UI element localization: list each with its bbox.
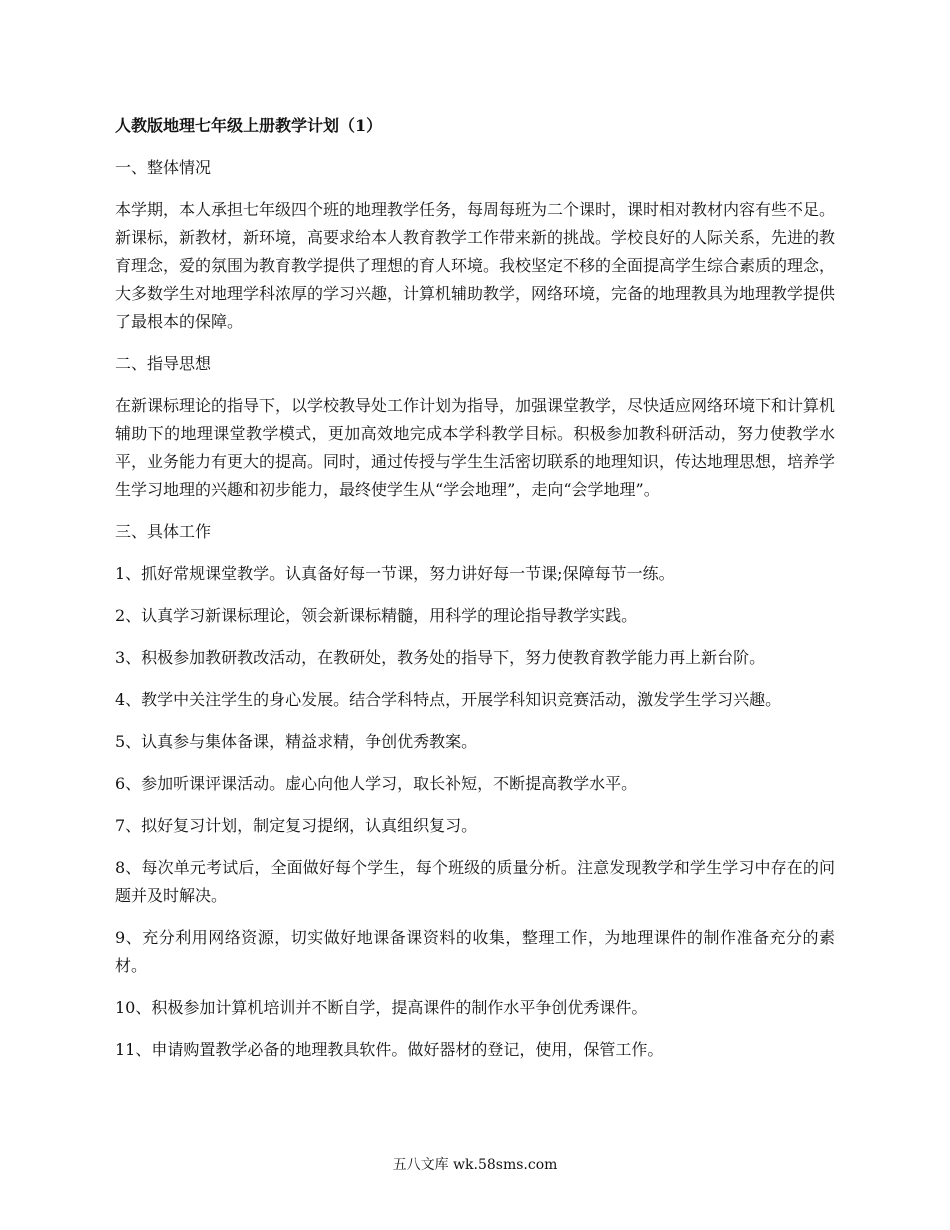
paragraph-overview: 本学期，本人承担七年级四个班的地理教学任务，每周每班为二个课时，课时相对教材内容有些不足。新课标，新教材，新环境，高要求给本人教育教学工作带来新的挑战。学校良好的人际关系，先进的教育理念，爱的氛围为教育教学提供了理想的育人环境。我校坚定不移的全面提高学生综合素质的理念，大多数学生对地理学科浓厚的学习兴趣，计算机辅助教学，网络环境，完备的地理教具为地理教学提供了最根本的保障。 xyxy=(115,200,836,331)
work-item-5: 5、认真参与集体备课，精益求精，争创优秀教案。 xyxy=(115,732,478,751)
work-item-1: 1、抓好常规课堂教学。认真备好每一节课，努力讲好每一节课;保障每节一练。 xyxy=(115,564,675,583)
paragraph-guiding-thought: 在新课标理论的指导下，以学校教导处工作计划为指导，加强课堂教学，尽快适应网络环境下和计算机辅助下的地理课堂教学模式，更加高效地完成本学科教学目标。积极参加教科研活动，努力使教学水平，业务能力有更大的提高。同时，通过传授与学生生活密切联系的地理知识，传达地理思想，培养学生学习地理的兴趣和初步能力，最终使学生从“学会地理”，走向“会学地理”。 xyxy=(115,396,836,499)
footer-watermark: 五八文库 wk.58sms.com xyxy=(392,1157,558,1173)
document-page xyxy=(115,112,835,1078)
work-item-2: 2、认真学习新课标理论，领会新课标精髓，用科学的理论指导教学实践。 xyxy=(115,606,638,625)
work-item-3: 3、积极参加教研教改活动，在教研处，教务处的指导下，努力使教育教学能力再上新台阶。 xyxy=(115,648,766,667)
section-heading-specific-work: 三、具体工作 xyxy=(115,522,212,541)
section-heading-guiding-thought: 二、指导思想 xyxy=(115,354,212,373)
work-item-7: 7、拟好复习计划，制定复习提纲，认真组织复习。 xyxy=(115,816,478,835)
document-title: 人教版地理七年级上册教学计划（1） xyxy=(115,116,383,135)
work-item-8: 8、每次单元考试后，全面做好每个学生，每个班级的质量分析。注意发现教学和学生学习中存在的问题并及时解决。 xyxy=(115,858,835,905)
work-item-9: 9、充分利用网络资源，切实做好地课备课资料的收集，整理工作，为地理课件的制作准备充分的素材。 xyxy=(115,928,835,975)
work-item-10: 10、积极参加计算机培训并不断自学，提高课件的制作水平争创优秀课件。 xyxy=(115,998,648,1017)
work-item-6: 6、参加听课评课活动。虚心向他人学习，取长补短，不断提高教学水平。 xyxy=(115,774,638,793)
work-item-4: 4、教学中关注学生的身心发展。结合学科特点，开展学科知识竞赛活动，激发学生学习兴趣。 xyxy=(115,690,782,709)
work-item-11: 11、申请购置教学必备的地理教具软件。做好器材的登记，使用，保管工作。 xyxy=(115,1040,664,1059)
section-heading-overview: 一、整体情况 xyxy=(115,158,212,177)
